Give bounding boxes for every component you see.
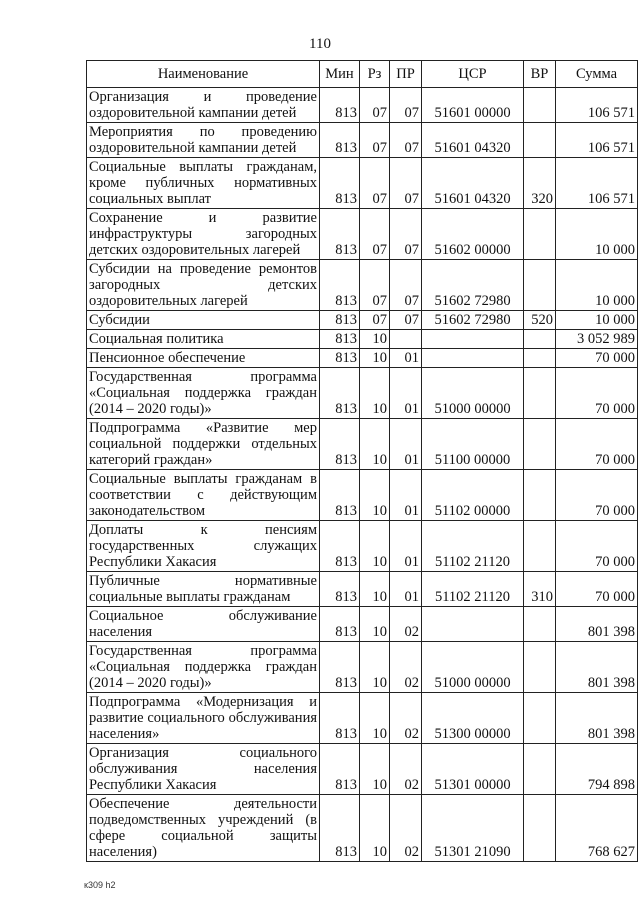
row-pr-cell bbox=[390, 330, 422, 349]
row-min-cell: 813 bbox=[320, 521, 360, 572]
row-csr-cell: 51300 00000 bbox=[422, 693, 524, 744]
table-row bbox=[87, 642, 638, 693]
row-sum-cell: 794 898 bbox=[556, 744, 638, 795]
row-pr-cell: 07 bbox=[390, 260, 422, 311]
table-row bbox=[87, 521, 638, 572]
row-vr-cell bbox=[524, 521, 556, 572]
row-sum-cell: 70 000 bbox=[556, 572, 638, 607]
row-pr-cell: 02 bbox=[390, 607, 422, 642]
table-row bbox=[87, 330, 638, 349]
row-pr-cell: 01 bbox=[390, 349, 422, 368]
row-pr-cell: 07 bbox=[390, 123, 422, 158]
row-sum-cell: 801 398 bbox=[556, 607, 638, 642]
header-vr: ВР bbox=[524, 61, 556, 88]
row-csr-cell: 51602 72980 bbox=[422, 260, 524, 311]
row-rz-cell: 10 bbox=[360, 368, 390, 419]
row-sum-cell: 106 571 bbox=[556, 158, 638, 209]
row-sum-cell: 801 398 bbox=[556, 642, 638, 693]
row-name-cell: Социальные выплаты гражданам в соответствии с действующим законодательством bbox=[87, 470, 320, 521]
row-sum-cell: 10 000 bbox=[556, 311, 638, 330]
row-name-cell: Государственная программа «Социальная поддержка граждан (2014 – 2020 годы)» bbox=[87, 642, 320, 693]
row-vr-cell bbox=[524, 419, 556, 470]
row-csr-cell: 51000 00000 bbox=[422, 642, 524, 693]
row-sum-cell: 768 627 bbox=[556, 795, 638, 862]
row-csr-cell: 51102 00000 bbox=[422, 470, 524, 521]
row-csr-cell: 51601 00000 bbox=[422, 88, 524, 123]
header-rz: Рз bbox=[360, 61, 390, 88]
budget-table bbox=[86, 60, 638, 862]
row-rz-cell: 10 bbox=[360, 419, 390, 470]
row-name-cell: Пенсионное обеспечение bbox=[87, 349, 320, 368]
header-min: Мин bbox=[320, 61, 360, 88]
row-vr-cell bbox=[524, 744, 556, 795]
header-pr: ПР bbox=[390, 61, 422, 88]
row-rz-cell: 10 bbox=[360, 470, 390, 521]
row-name-cell: Социальные выплаты гражданам, кроме публичных нормативных социальных выплат bbox=[87, 158, 320, 209]
row-min-cell: 813 bbox=[320, 795, 360, 862]
row-rz-cell: 10 bbox=[360, 330, 390, 349]
row-min-cell: 813 bbox=[320, 349, 360, 368]
row-csr-cell: 51100 00000 bbox=[422, 419, 524, 470]
row-csr-cell: 51102 21120 bbox=[422, 521, 524, 572]
table-row bbox=[87, 419, 638, 470]
row-vr-cell bbox=[524, 693, 556, 744]
row-vr-cell bbox=[524, 123, 556, 158]
row-pr-cell: 02 bbox=[390, 744, 422, 795]
row-min-cell: 813 bbox=[320, 330, 360, 349]
row-vr-cell bbox=[524, 260, 556, 311]
row-csr-cell: 51102 21120 bbox=[422, 572, 524, 607]
table-header bbox=[87, 61, 638, 88]
table-row bbox=[87, 572, 638, 607]
row-pr-cell: 01 bbox=[390, 470, 422, 521]
row-vr-cell bbox=[524, 209, 556, 260]
row-csr-cell: 51602 00000 bbox=[422, 209, 524, 260]
row-pr-cell: 07 bbox=[390, 209, 422, 260]
header-csr: ЦСР bbox=[422, 61, 524, 88]
row-min-cell: 813 bbox=[320, 744, 360, 795]
row-name-cell: Социальное обслуживание населения bbox=[87, 607, 320, 642]
row-rz-cell: 10 bbox=[360, 521, 390, 572]
row-vr-cell: 520 bbox=[524, 311, 556, 330]
row-name-cell: Подпрограмма «Развитие мер социальной поддержки отдельных категорий граждан» bbox=[87, 419, 320, 470]
row-rz-cell: 07 bbox=[360, 123, 390, 158]
row-csr-cell bbox=[422, 607, 524, 642]
row-rz-cell: 10 bbox=[360, 693, 390, 744]
row-vr-cell bbox=[524, 368, 556, 419]
row-name-cell: Социальная политика bbox=[87, 330, 320, 349]
row-csr-cell bbox=[422, 330, 524, 349]
row-vr-cell bbox=[524, 642, 556, 693]
row-min-cell: 813 bbox=[320, 158, 360, 209]
row-name-cell: Мероприятия по проведению оздоровительной кампании детей bbox=[87, 123, 320, 158]
row-vr-cell bbox=[524, 330, 556, 349]
row-pr-cell: 07 bbox=[390, 158, 422, 209]
row-pr-cell: 01 bbox=[390, 521, 422, 572]
table-row bbox=[87, 368, 638, 419]
row-min-cell: 813 bbox=[320, 368, 360, 419]
row-csr-cell: 51601 04320 bbox=[422, 123, 524, 158]
table-row bbox=[87, 795, 638, 862]
row-pr-cell: 01 bbox=[390, 368, 422, 419]
row-rz-cell: 10 bbox=[360, 795, 390, 862]
row-csr-cell: 51000 00000 bbox=[422, 368, 524, 419]
row-vr-cell: 310 bbox=[524, 572, 556, 607]
row-rz-cell: 07 bbox=[360, 260, 390, 311]
row-pr-cell: 02 bbox=[390, 795, 422, 862]
row-sum-cell: 10 000 bbox=[556, 209, 638, 260]
row-sum-cell: 70 000 bbox=[556, 521, 638, 572]
table-row bbox=[87, 470, 638, 521]
row-min-cell: 813 bbox=[320, 470, 360, 521]
row-rz-cell: 10 bbox=[360, 349, 390, 368]
row-sum-cell: 70 000 bbox=[556, 349, 638, 368]
row-sum-cell: 3 052 989 bbox=[556, 330, 638, 349]
row-csr-cell bbox=[422, 349, 524, 368]
row-sum-cell: 106 571 bbox=[556, 88, 638, 123]
row-pr-cell: 01 bbox=[390, 572, 422, 607]
row-csr-cell: 51301 21090 bbox=[422, 795, 524, 862]
table-row bbox=[87, 349, 638, 368]
table-row bbox=[87, 260, 638, 311]
row-name-cell: Сохранение и развитие инфраструктуры загородных детских оздоровительных лагерей bbox=[87, 209, 320, 260]
row-min-cell: 813 bbox=[320, 311, 360, 330]
row-sum-cell: 801 398 bbox=[556, 693, 638, 744]
row-sum-cell: 70 000 bbox=[556, 368, 638, 419]
row-name-cell: Обеспечение деятельности подведомственных учреждений (в сфере социальной защиты населения) bbox=[87, 795, 320, 862]
row-pr-cell: 07 bbox=[390, 88, 422, 123]
row-sum-cell: 10 000 bbox=[556, 260, 638, 311]
row-min-cell: 813 bbox=[320, 209, 360, 260]
row-pr-cell: 02 bbox=[390, 642, 422, 693]
row-sum-cell: 70 000 bbox=[556, 419, 638, 470]
row-rz-cell: 10 bbox=[360, 744, 390, 795]
row-pr-cell: 02 bbox=[390, 693, 422, 744]
row-name-cell: Организация социального обслуживания населения Республики Хакасия bbox=[87, 744, 320, 795]
page-number: 110 bbox=[309, 36, 331, 52]
table-row bbox=[87, 88, 638, 123]
row-vr-cell bbox=[524, 88, 556, 123]
row-rz-cell: 10 bbox=[360, 572, 390, 607]
row-vr-cell bbox=[524, 607, 556, 642]
table-row bbox=[87, 607, 638, 642]
row-pr-cell: 07 bbox=[390, 311, 422, 330]
table-body bbox=[87, 88, 638, 862]
row-min-cell: 813 bbox=[320, 572, 360, 607]
row-vr-cell bbox=[524, 470, 556, 521]
row-min-cell: 813 bbox=[320, 123, 360, 158]
row-name-cell: Публичные нормативные социальные выплаты гражданам bbox=[87, 572, 320, 607]
row-min-cell: 813 bbox=[320, 260, 360, 311]
row-min-cell: 813 bbox=[320, 607, 360, 642]
row-rz-cell: 07 bbox=[360, 311, 390, 330]
row-csr-cell: 51602 72980 bbox=[422, 311, 524, 330]
row-vr-cell bbox=[524, 795, 556, 862]
table-row bbox=[87, 123, 638, 158]
row-rz-cell: 10 bbox=[360, 642, 390, 693]
row-sum-cell: 70 000 bbox=[556, 470, 638, 521]
row-name-cell: Организация и проведение оздоровительной кампании детей bbox=[87, 88, 320, 123]
row-min-cell: 813 bbox=[320, 693, 360, 744]
row-csr-cell: 51301 00000 bbox=[422, 744, 524, 795]
row-sum-cell: 106 571 bbox=[556, 123, 638, 158]
row-name-cell: Подпрограмма «Модернизация и развитие социального обслуживания населения» bbox=[87, 693, 320, 744]
row-min-cell: 813 bbox=[320, 419, 360, 470]
row-name-cell: Государственная программа «Социальная поддержка граждан (2014 – 2020 годы)» bbox=[87, 368, 320, 419]
row-name-cell: Субсидии на проведение ремонтов загородных детских оздоровительных лагерей bbox=[87, 260, 320, 311]
row-name-cell: Доплаты к пенсиям государственных служащих Республики Хакасия bbox=[87, 521, 320, 572]
table-row bbox=[87, 744, 638, 795]
table-row bbox=[87, 311, 638, 330]
row-rz-cell: 07 bbox=[360, 209, 390, 260]
row-rz-cell: 10 bbox=[360, 607, 390, 642]
table-row bbox=[87, 209, 638, 260]
row-min-cell: 813 bbox=[320, 88, 360, 123]
row-vr-cell bbox=[524, 349, 556, 368]
row-rz-cell: 07 bbox=[360, 88, 390, 123]
row-name-cell: Субсидии bbox=[87, 311, 320, 330]
header-sum: Сумма bbox=[556, 61, 638, 88]
table-row bbox=[87, 693, 638, 744]
footer-stamp: к309 h2 bbox=[84, 880, 116, 890]
row-rz-cell: 07 bbox=[360, 158, 390, 209]
table-row bbox=[87, 158, 638, 209]
header-name: Наименование bbox=[87, 61, 320, 88]
row-pr-cell: 01 bbox=[390, 419, 422, 470]
row-min-cell: 813 bbox=[320, 642, 360, 693]
row-csr-cell: 51601 04320 bbox=[422, 158, 524, 209]
row-vr-cell: 320 bbox=[524, 158, 556, 209]
